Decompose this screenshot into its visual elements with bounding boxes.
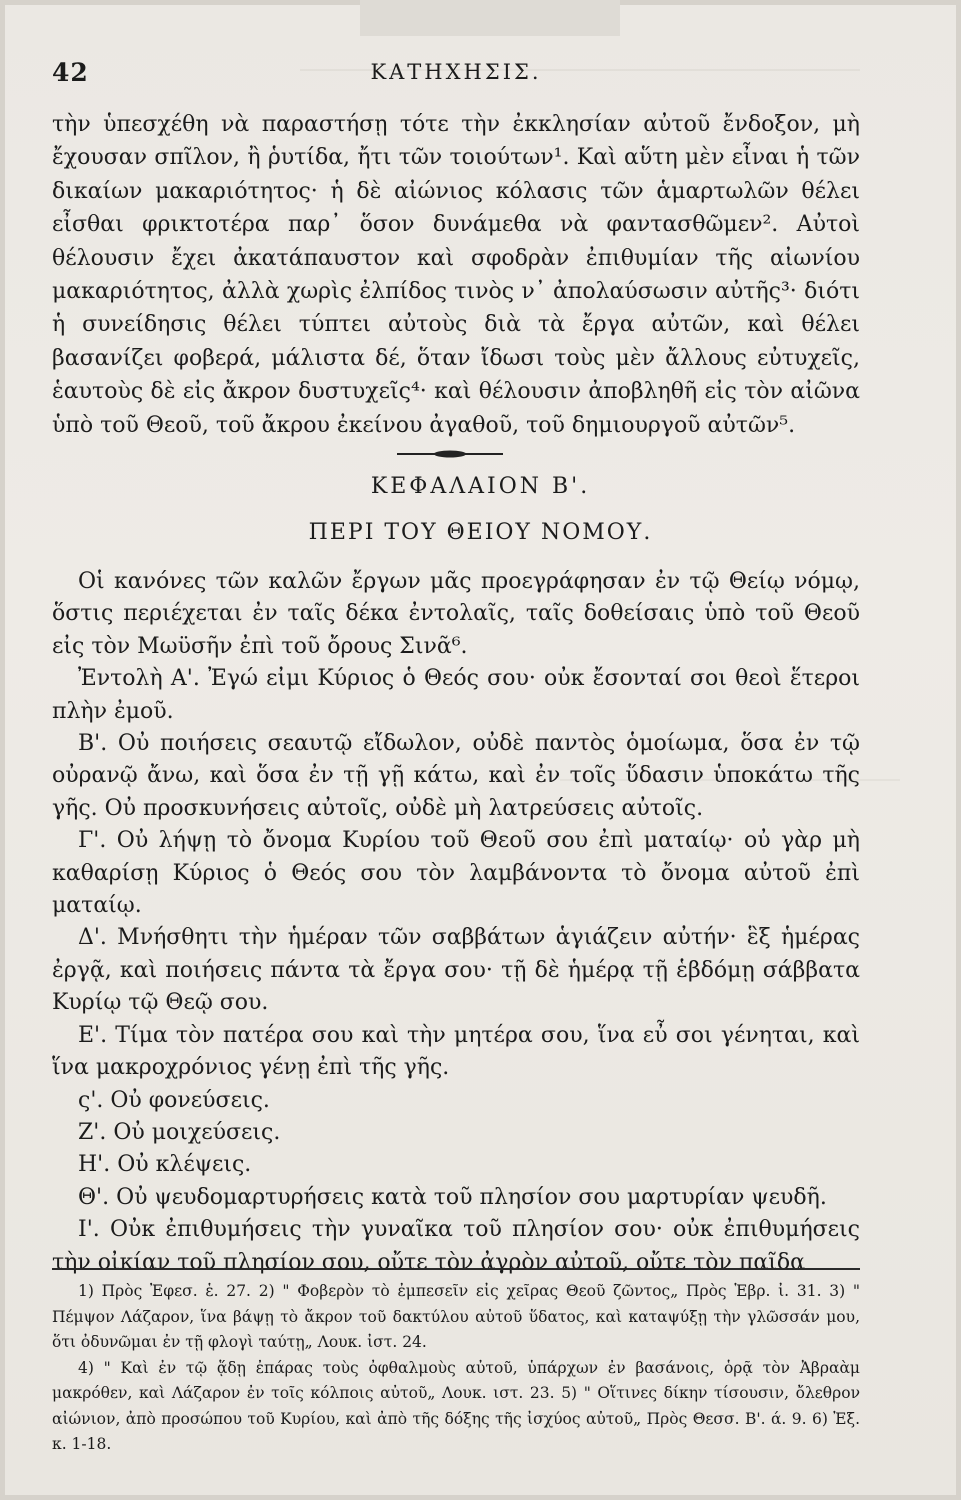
page-header	[52, 58, 860, 90]
running-title: ΚΑΤΗΧΗΣΙΣ.	[370, 60, 542, 84]
chapter-title: ΚΕΦΑΛΑΙΟΝ Β'.	[370, 474, 591, 499]
footnotes	[52, 1279, 860, 1458]
intro-paragraph: Οἱ κανόνες τῶν καλῶν ἔργων μᾶς προεγράφησαν ἐν τῷ Θείῳ νόμῳ, ὅστις περιέχεται ἐν ταῖς δέκα ἐντολαῖς, ταῖς δοθείσαις ὑπὸ τοῦ Θεοῦ εἰς τὸν Μωϋσῆν ἐπὶ τοῦ ὄρους Σινᾶ⁶.	[52, 569, 860, 659]
section-divider-ornament	[395, 449, 505, 459]
footnote-paragraph: 4) " Καὶ ἐν τῷ ᾅδῃ ἐπάρας τοὺς ὀφθαλμοὺς αὐτοῦ, ὑπάρχων ἐν βασάνοις, ὁρᾷ τὸν Ἀβραὰμ μακρόθεν, καὶ Λάζαρον ἐν τοῖς κόλποις αὐτοῦ„ Λουκ. ιστ. 23. 5) " Οἵτινες δίκην τίσουσιν, ὄλεθρον αἰώνιον, ἀπὸ προσώπου τοῦ Κυρίου, καὶ ἀπὸ τῆς δόξης τῆς ἰσχύος αὐτοῦ„ Πρὸς Θεσσ. Β'. ά. 9. 6) Ἐξ. κ. 1-18.	[52, 1358, 860, 1453]
commandment-7: Ζ'. Οὐ μοιχεύσεις.	[78, 1119, 281, 1145]
footnote-paragraph: 1) Πρὸς Ἐφεσ. ἑ. 27. 2) " Φοβερὸν τὸ ἐμπεσεῖν εἰς χεῖρας Θεοῦ ζῶντος„ Πρὸς Ἑβρ. ἰ. 31. 3) " Πέμψον Λάζαρον, ἵνα βάψῃ τὸ ἄκρον τοῦ δακτύλου αὐτοῦ ὕδατος, καὶ καταψύξῃ τὴν γλῶσσάν μου, ὅτι ὀδυνῶμαι ἐν τῇ φλογὶ ταύτῃ„ Λουκ. ἰστ. 24.	[52, 1282, 860, 1351]
commandment-3: Γ'. Οὐ λήψῃ τὸ ὄνομα Κυρίου τοῦ Θεοῦ σου ἐπὶ ματαίῳ· οὐ γὰρ μὴ καθαρίσῃ Κύριος ὁ Θεός σου τὸν λαμβάνοντα τὸ ὄνομα αὐτοῦ ἐπὶ ματαίῳ.	[52, 828, 860, 919]
body-text	[52, 108, 860, 442]
commandment-2: Β'. Οὐ ποιήσεις σεαυτῷ εἴδωλον, οὐδὲ παντὸς ὁμοίωμα, ὅσα ἐν τῷ οὐρανῷ ἄνω, καὶ ὅσα ἐν τῇ γῇ κάτω, καὶ ἐν τοῖς ὕδασιν ὑποκάτω τῆς γῆς. Οὐ προσκυνήσεις αὐτοῖς, οὐδὲ μὴ λατρεύσεις αὐτοῖς.	[52, 731, 860, 821]
commandment-9: Θ'. Οὐ ψευδομαρτυρήσεις κατὰ τοῦ πλησίον σου μαρτυρίαν ψευδῆ.	[78, 1184, 827, 1210]
commandment-6: ς'. Οὐ φονεύσεις.	[78, 1087, 270, 1113]
commandment-10: Ι'. Οὐκ ἐπιθυμήσεις τὴν γυναῖκα τοῦ πλησίον σου· οὐκ ἐπιθυμήσεις τὴν οἰκίαν τοῦ πλησίον σου, οὔτε τὸν ἀγρὸν αὐτοῦ, οὔτε τὸν παῖδα	[52, 1217, 860, 1275]
page-number: 42	[52, 58, 89, 87]
commandment-8: Η'. Οὐ κλέψεις.	[78, 1152, 252, 1178]
body-paragraph: τὴν ὑπεσχέθη νὰ παραστήσῃ τότε τὴν ἐκκλησίαν αὐτοῦ ἔνδοξον, μὴ ἔχουσαν σπῖλον, ἢ ῥυτίδα, ἤτι τῶν τοιούτων¹. Καὶ αὕτη μὲν εἶναι ἡ τῶν δικαίων μακαριότητος· ἡ δὲ αἰώνιος κόλασις τῶν ἁμαρτωλῶν θέλει εἶσθαι φρικτοτέρα παρ᾽ ὅσον δυνάμεθα νὰ φαντασθῶμεν². Αὐτοὶ θέλουσιν ἔχει ἀκατάπαυστον καὶ σφοδρὰν ἐπιθυμίαν τῆς αἰωνίου μακαριότητος, ἀλλὰ χωρὶς ἐλπίδος τινὸς ν᾽ ἀπολαύσωσιν αὐτῆς³· διότι ἡ συνείδησις θέλει τύπτει αὐτοὺς διὰ τὰ ἔργα αὐτῶν, καὶ θέλει βασανίζει φοβερά, μάλιστα δέ, ὅταν ἴδωσι τοὺς μὲν ἄλλους εὐτυχεῖς, ἑαυτοὺς δὲ εἰς ἄκρον δυστυχεῖς⁴· καὶ θέλουσιν ἀποβληθῆ εἰς τὸν αἰῶνα ὑπὸ τοῦ Θεοῦ, τοῦ ἄκρου ἐκείνου ἀγαθοῦ, τοῦ δημιουργοῦ αὐτῶν⁵.	[52, 112, 860, 438]
chapter-heading: ΠΕΡΙ ΤΟΥ ΘΕΙΟΥ ΝΟΜΟΥ.	[308, 520, 653, 545]
commandment-4: Δ'. Μνήσθητι τὴν ἡμέραν τῶν σαββάτων ἁγιάζειν αὐτήν· ἓξ ἡμέρας ἐργᾷ, καὶ ποιήσεις πάντα τὰ ἔργα σου· τῇ δὲ ἡμέρᾳ τῇ ἑβδόμῃ σάββατα Κυρίῳ τῷ Θεῷ σου.	[52, 925, 860, 1016]
commandments-section	[52, 566, 860, 1279]
commandment-5: Ε'. Τίμα τὸν πατέρα σου καὶ τὴν μητέρα σου, ἵνα εὖ σοι γένηται, καὶ ἵνα μακροχρόνιος γένῃ ἐπὶ τῆς γῆς.	[52, 1022, 860, 1081]
commandment-1: Ἐντολὴ Α'. Ἐγώ εἰμι Κύριος ὁ Θεός σου· οὐκ ἔσονταί σοι θεοὶ ἕτεροι πλὴν ἐμοῦ.	[52, 666, 860, 724]
footnote-rule	[52, 1268, 860, 1270]
